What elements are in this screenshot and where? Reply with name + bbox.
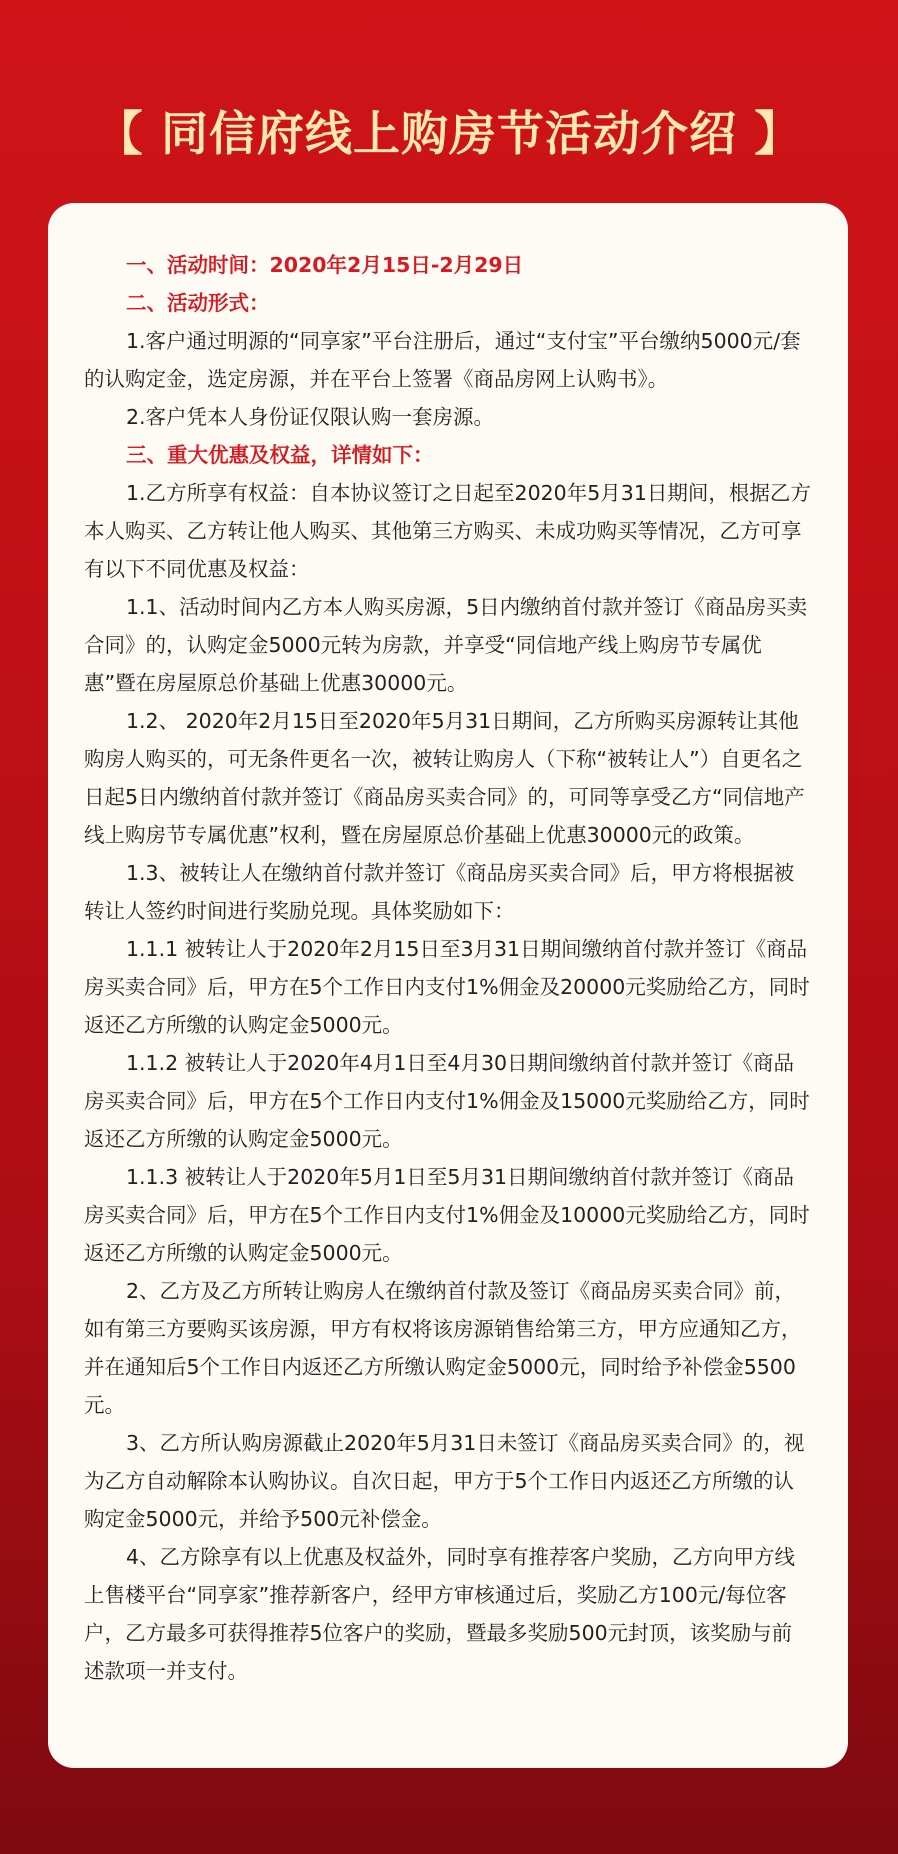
paragraph: 2、乙方及乙方所转让购房人在缴纳首付款及签订《商品房买卖合同》前，如有第三方要购买该房源，甲方有权将该房源销售给第三方，甲方应通知乙方，并在通知后5个工作日内返还乙方所缴认购定金5000元，同时给予补偿金5500元。 — [84, 1279, 802, 1417]
paragraph: 1.1.2 被转让人于2020年4月1日至4月30日期间缴纳首付款并签订《商品房买卖合同》后，甲方在5个工作日内支付1%佣金及15000元奖励给乙方，同时返还乙方所缴的认购定金5000元。 — [84, 1051, 810, 1151]
paragraph: 1.乙方所享有权益：自本协议签订之日起至2020年5月31日期间，根据乙方本人购买、乙方转让他人购买、其他第三方购买、未成功购买等情况，乙方可享有以下不同优惠及权益： — [84, 481, 811, 581]
content-card — [48, 203, 848, 1768]
paragraph: 1.客户通过明源的“同享家”平台注册后，通过“支付宝”平台缴纳5000元/套的认购定金，选定房源，并在平台上签署《商品房网上认购书》。 — [84, 329, 801, 391]
paragraph: 1.1、活动时间内乙方本人购买房源，5日内缴纳首付款并签订《商品房买卖合同》的，认购定金5000元转为房款，并享受“同信地产线上购房节专属优惠”暨在房屋原总价基础上优惠30000元。 — [84, 595, 808, 695]
section-heading-benefits: 三、重大优惠及权益，详情如下： — [126, 443, 434, 467]
page-title: 【 同信府线上购房节活动介绍 】 — [95, 107, 803, 162]
paragraph: 2.客户凭本人身份证仅限认购一套房源。 — [126, 405, 495, 429]
paragraph: 4、乙方除享有以上优惠及权益外，同时享有推荐客户奖励，乙方向甲方线上售楼平台“同享家”推荐新客户，经甲方审核通过后，奖励乙方100元/每位客户，乙方最多可获得推荐5位客户的奖励，暨最多奖励500元封顶，该奖励与前述款项一并支付。 — [84, 1545, 796, 1683]
paragraph: 1.3、被转让人在缴纳首付款并签订《商品房买卖合同》后，甲方将根据被转让人签约时间进行奖励兑现。具体奖励如下： — [84, 861, 795, 923]
section-heading-activity-time: 一、活动时间：2020年2月15日-2月29日 — [126, 253, 524, 277]
paragraph: 1.1.1 被转让人于2020年2月15日至3月31日期间缴纳首付款并签订《商品房买卖合同》后，甲方在5个工作日内支付1%佣金及20000元奖励给乙方，同时返还乙方所缴的认购定金5000元。 — [84, 937, 810, 1037]
section-heading-activity-form: 二、活动形式： — [126, 291, 270, 315]
paragraph: 3、乙方所认购房源截止2020年5月31日未签订《商品房买卖合同》的，视为乙方自动解除本认购协议。自次日起，甲方于5个工作日内返还乙方所缴的认购定金5000元，并给予500元补偿金。 — [84, 1431, 805, 1531]
paragraph: 1.2、 2020年2月15日至2020年5月31日期间，乙方所购买房源转让其他购房人购买的，可无条件更名一次，被转让购房人（下称“被转让人”）自更名之日起5日内缴纳首付款并签订《商品房买卖合同》的，可同等享受乙方“同信地产线上购房节专属优惠”权利，暨在房屋原总价基础上优惠30000元的政策。 — [84, 709, 805, 847]
paragraph: 1.1.3 被转让人于2020年5月1日至5月31日期间缴纳首付款并签订《商品房买卖合同》后，甲方在5个工作日内支付1%佣金及10000元奖励给乙方，同时返还乙方所缴的认购定金5000元。 — [84, 1165, 810, 1265]
